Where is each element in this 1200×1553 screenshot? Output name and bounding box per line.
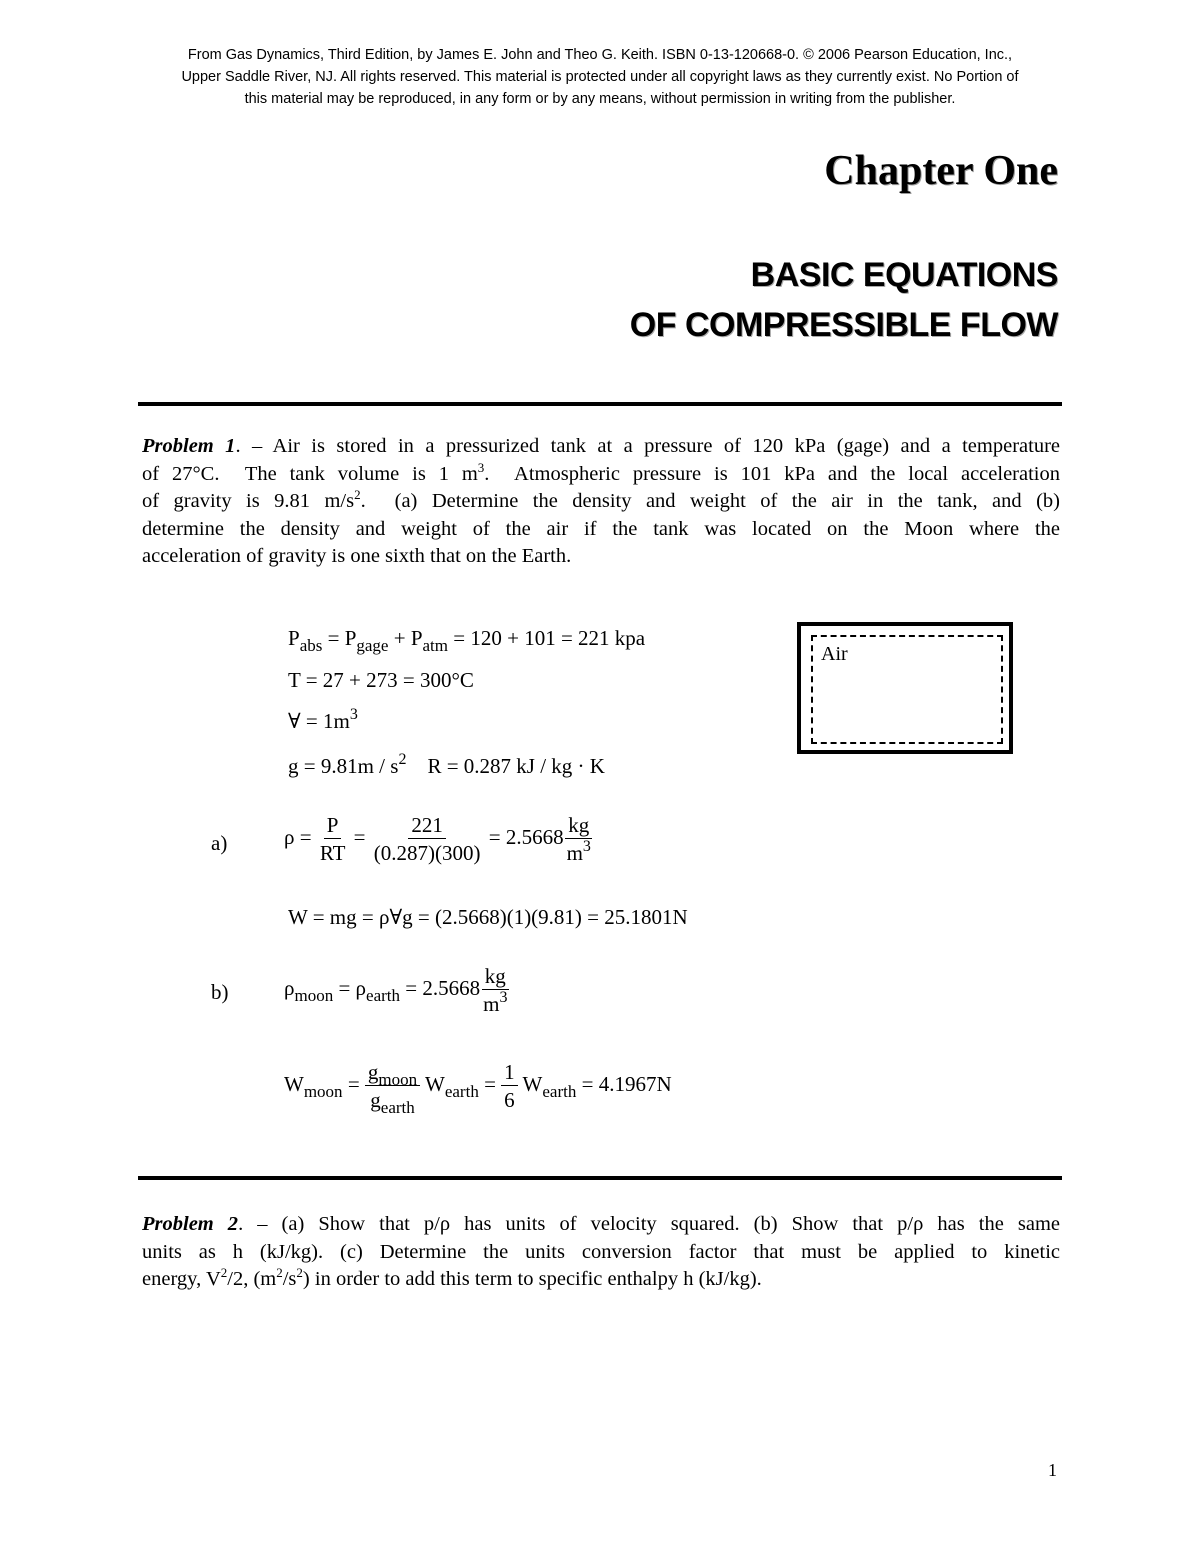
copyright-line-3: this material may be reproduced, in any form or by any means, without permission in writing from the publisher. (244, 91, 956, 107)
equation-gravity-gas-constant: $g = 9.81m / s^2$ R = 0.287 kJ / kg · K (288, 751, 605, 778)
part-b-label: b) (211, 980, 229, 1004)
tank-diagram (797, 622, 1013, 754)
equation-density-moon: $\rho_{moon} = \rho_{earth} = 2.5668$ $\frac{kg}{m^3}$ (284, 964, 508, 1016)
section-divider-bottom (138, 1176, 1062, 1180)
equation-weight-moon: $W_{moon}$ = $\frac{g_{moon}}{g_{earth}}$ $W_{earth}$ = $\frac{1}{6}$ $W_{earth} = 4.1967N$ (284, 1060, 672, 1117)
copyright-line-1: From Gas Dynamics, Third Edition, by James E. John and Theo G. Keith. ISBN 0-13-120668-0. © 2006 Pearson Education, Inc., (187, 47, 1013, 63)
copyright-line-2: Upper Saddle River, NJ. All rights reserved. This material is protected under all copyright laws as they currently exist. No Portion of (181, 69, 1019, 85)
problem-2-text-line: units as h (kJ/kg). (c) Determine the units conversion factor that must be applied to kinetic (142, 1240, 1060, 1263)
problem-1-text-line: of gravity is 9.81 $m/s^2$. (a) Determine the density and weight of the air in the tank, and (b) (142, 487, 1061, 512)
problem-2-label: Problem 2 (142, 1213, 239, 1235)
problem-2-text-line: Problem 2. – (a) Show that p/ρ has units of velocity squared. (b) Show that p/ρ has the same (142, 1213, 1060, 1235)
part-a-label: a) (211, 831, 228, 855)
chapter-title: Chapter One (824, 148, 1058, 194)
copyright-notice (100, 44, 1100, 110)
problem-1-text-line: acceleration of gravity is one sixth that on the Earth. (142, 545, 572, 567)
problem-1-text-line: determine the density and weight of the air if the tank was located on the Moon where the (142, 517, 1060, 540)
chapter-heading-line-1: BASIC EQUATIONS (750, 256, 1058, 294)
tank-inner-dashed-border (811, 635, 1003, 744)
equation-temperature: T = 27 + 273 = 300°C (288, 668, 474, 692)
problem-2-text-line: energy, $V^2/2$, $(m^2/s^2)$ in order to add this term to specific enthalpy h (kJ/kg). (142, 1265, 762, 1290)
problem-2-statement (142, 1211, 1060, 1294)
problem-1-statement (142, 433, 1060, 571)
problem-1-text-line: of 27°C. The tank volume is 1 $m^3$. Atmospheric pressure is 101 kPa and the local acceleration (142, 459, 1060, 485)
problem-1-label: Problem 1 (142, 435, 236, 457)
equation-volume: ∀ = $1m^3$ (288, 706, 358, 733)
tank-label: Air (821, 643, 848, 665)
equation-pressure: $P_{abs} = P_{gage} + P_{atm} = 120 + 101 = 221$ kpa (288, 626, 646, 655)
equation-density-earth: ρ = $\frac{P}{RT}$ = $\frac{221}{(0.287)(300)}$ = 2.5668 $\frac{kg}{m^3}$ (284, 813, 591, 865)
problem-1-text-line: Problem 1. – Air is stored in a pressurized tank at a pressure of 120 kPa (gage) and a temperature (142, 435, 1060, 457)
page-number: 1 (1048, 1460, 1057, 1480)
equation-weight-earth: W = mg = ρ∀g = (2.5668)(1)(9.81) = 25.1801N (288, 905, 688, 929)
chapter-heading-line-2: OF COMPRESSIBLE FLOW (629, 306, 1058, 344)
section-divider-top (138, 402, 1062, 406)
